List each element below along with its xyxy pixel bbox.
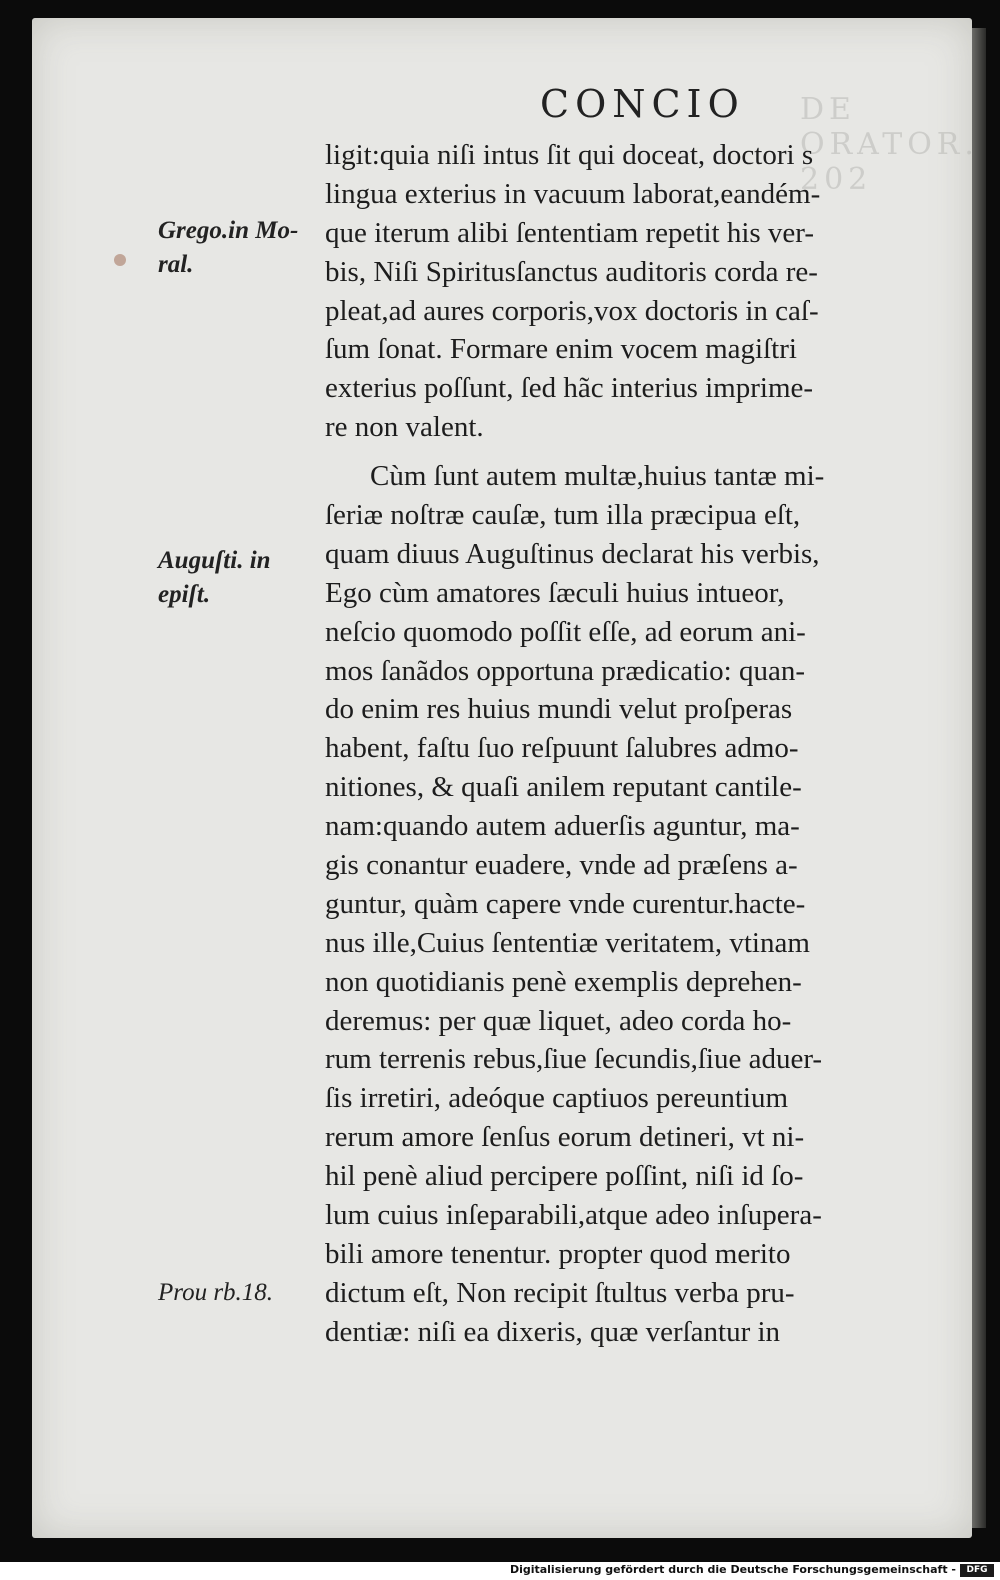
body-text <box>325 136 945 1352</box>
text-line: exterius poſſunt, ſed hãc interius imprime- <box>325 372 814 405</box>
margin-note-proverbia <box>158 1276 323 1310</box>
text-line: ſis irretiri, adeóque captiuos pereuntium <box>325 1082 789 1115</box>
show-through-heading: DE ORATOR. 202 <box>800 92 979 197</box>
text-line: bili amore tenentur. propter quod merito <box>325 1237 791 1270</box>
text-line: quam diuus Auguſtinus declarat his verbis, <box>325 537 820 570</box>
text-line: neſcio quomodo poſſit eſſe, ad eorum ani- <box>325 615 806 648</box>
text-line: rum terrenis rebus,ſiue ſecundis,ſiue aduer- <box>325 1043 823 1076</box>
margin-note-augustinus <box>158 544 323 612</box>
page-edge <box>972 28 986 1528</box>
text-line: bis, Niſi Spiritusſanctus auditoris corda re- <box>325 255 818 288</box>
text-line: nus ille,Cuius ſententiæ veritatem, vtinam <box>325 926 810 959</box>
text-line: hil penè aliud percipere poſſint, niſi id ſo- <box>325 1160 804 1193</box>
text-line: lingua exterius in vacuum laborat,eandém- <box>325 177 821 210</box>
text-line: ſeriæ noſtræ cauſæ, tum illa præcipua eſt, <box>325 499 801 532</box>
margin-note-text: Prou rb.18. <box>158 1279 274 1306</box>
margin-note-gregorius <box>158 214 323 282</box>
text-line: re non valent. <box>325 411 484 444</box>
running-head: CONCIO <box>540 82 745 126</box>
text-line: do enim res huius mundi velut proſperas <box>325 693 793 726</box>
text-line: mos ſanãdos opportuna prædicatio: quan- <box>325 654 806 687</box>
text-line: rerum amore ſenſus eorum detineri, vt ni- <box>325 1121 805 1154</box>
dfg-logo: DFG <box>960 1564 994 1577</box>
paragraph-gap <box>325 447 945 457</box>
text-line: deremus: per quæ liquet, adeo corda ho- <box>325 1004 792 1037</box>
funding-credit: Digitalisierung gefördert durch die Deutsche Forschungsgemeinschaft - <box>509 1563 956 1576</box>
text-line: dictum eſt, Non recipit ſtultus verba pru- <box>325 1276 795 1309</box>
text-line: ligit:quia niſi intus ſit qui doceat, doctori s <box>325 139 814 171</box>
text-line: nam:quando autem aduerſis aguntur, ma- <box>325 810 800 843</box>
text-line: Ego cùm amatores ſæculi huius intueor, <box>325 576 785 609</box>
text-line: lum cuius inſeparabili,atque adeo inſupera- <box>325 1199 822 1232</box>
text-line: Cùm ſunt autem multæ,huius tantæ mi- <box>370 460 825 493</box>
paper-stain <box>114 254 126 266</box>
text-line: gis conantur euadere, vnde ad præſens a- <box>325 849 798 882</box>
margin-note-text: Auguſti. in epiſt. <box>158 547 271 608</box>
text-line: que iterum alibi ſententiam repetit his ver- <box>325 216 815 249</box>
text-line: ſum ſonat. Formare enim vocem magiſtri <box>325 333 797 366</box>
margin-note-text: Grego.in Mo- ral. <box>158 217 299 278</box>
footer-bar <box>0 1562 1000 1580</box>
text-line: nitiones, & quaſi anilem reputant cantile- <box>325 771 802 804</box>
text-line: habent, faſtu ſuo reſpuunt ſalubres admo- <box>325 732 799 765</box>
text-line: dentiæ: niſi ea dixeris, quæ verſantur in <box>325 1315 781 1348</box>
text-line: pleat,ad aures corporis,vox doctoris in caſ- <box>325 294 819 327</box>
text-line: guntur, quàm capere vnde curentur.hacte- <box>325 887 806 920</box>
text-line: non quotidianis penè exemplis deprehen- <box>325 965 802 998</box>
